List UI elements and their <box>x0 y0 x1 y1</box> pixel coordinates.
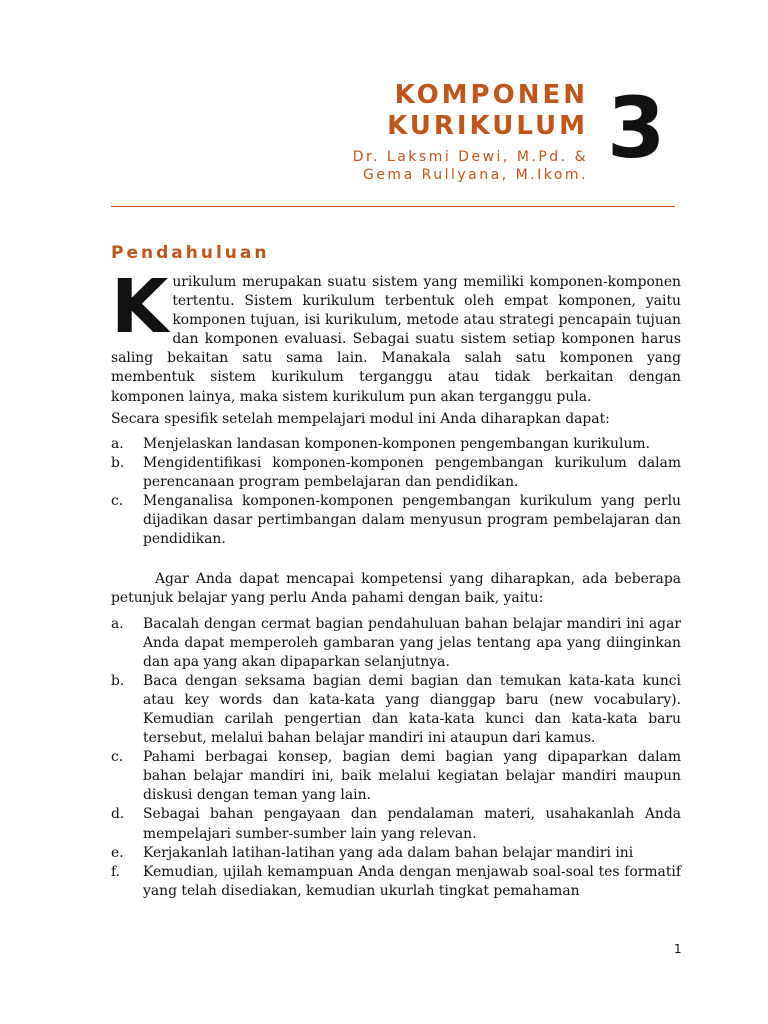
chapter-number: 3 <box>607 79 666 177</box>
tips-intro: Agar Anda dapat mencapai kompetensi yang diharapkan, ada beberapa petunjuk belajar yang perlu Anda pahami dengan baik, yaitu: <box>111 571 681 607</box>
chapter-title-line-1: KOMPONEN <box>394 80 588 110</box>
list-item <box>111 435 681 454</box>
list-item-text: Mengidentifikasi komponen-komponen pengembangan kurikulum dalam perencanaan program pembelajaran dan pendidikan. <box>143 454 681 490</box>
intro-text: urikulum merupakan suatu sistem yang memiliki komponen-komponen tertentu. Sistem kurikulum terbentuk oleh empat komponen, yaitu komponen tujuan, isi kurikulum, metode atau strategi pencapain tujuan dan komponen evaluasi. Sebagai suatu sistem setiap komponen harus saling bekaitan satu sama lain. Manakala salah satu komponen yang membentuk sistem kurikulum terganggu atau tidak berkaitan dengan komponen lainya, maka sistem kurikulum pun akan terganggu pula. <box>111 274 681 405</box>
list-item <box>111 748 681 805</box>
page-number: 1 <box>674 942 682 956</box>
list-marker: e. <box>111 844 124 861</box>
list-marker: d. <box>111 806 125 823</box>
list-item <box>111 844 681 863</box>
list-item <box>111 672 681 748</box>
header-divider <box>111 206 675 207</box>
list-marker: c. <box>111 493 124 510</box>
section-title: Pendahuluan <box>111 243 270 263</box>
list-item-text: Menganalisa komponen-komponen pengembangan kurikulum yang perlu dijadikan dasar pertimbangan dalam menyusun program pembelajaran dan pendidikan. <box>143 493 681 548</box>
list-marker: b. <box>111 454 125 471</box>
chapter-title-line-2: KURIKULUM <box>387 111 588 141</box>
authors-line-2: Gema Rullyana, M.Ikom. <box>362 167 588 183</box>
chapter-authors <box>353 148 588 184</box>
list-item-text: Bacalah dengan cermat bagian pendahuluan bahan belajar mandiri ini agar Anda dapat memperoleh gambaran yang jelas tentang apa yang diinginkan dan apa yang akan dipaparkan selanjutnya. <box>143 615 681 670</box>
list-item <box>111 492 681 549</box>
list-marker: f. <box>111 863 121 880</box>
drop-cap: K <box>111 264 169 350</box>
objectives-list <box>111 435 681 550</box>
objectives-intro: Secara spesifik setelah mempelajari modul ini Anda diharapkan dapat: <box>111 410 610 427</box>
chapter-header <box>0 80 768 190</box>
list-item <box>111 863 681 901</box>
intro-paragraph <box>111 264 681 407</box>
body-content <box>111 264 681 901</box>
list-item-text: Menjelaskan landasan komponen-komponen pengembangan kurikulum. <box>143 435 650 452</box>
list-item <box>111 805 681 843</box>
list-marker: b. <box>111 672 125 689</box>
list-item-text: Sebagai bahan pengayaan dan pendalaman materi, usahakanlah Anda mempelajari sumber-sumber lain yang relevan. <box>143 806 681 842</box>
chapter-title <box>387 80 588 142</box>
list-marker: c. <box>111 749 124 766</box>
list-item-text: Kemudian, ujilah kemampuan Anda dengan menjawab soal-soal tes formatif yang telah disediakan, kemudian ukurlah tingkat pemahaman <box>143 863 681 899</box>
authors-line-1: Dr. Laksmi Dewi, M.Pd. & <box>352 149 588 165</box>
list-item <box>111 454 681 492</box>
tips-list <box>111 615 681 901</box>
list-marker: a. <box>111 615 124 632</box>
list-item <box>111 615 681 672</box>
list-marker: a. <box>111 435 124 452</box>
list-item-text: Pahami berbagai konsep, bagian demi bagian yang dipaparkan dalam bahan belajar mandiri ini, baik melalui kegiatan belajar mandiri maupun diskusi dengan teman yang lain. <box>143 749 681 804</box>
list-item-text: Kerjakanlah latihan-latihan yang ada dalam bahan belajar mandiri ini <box>143 844 634 861</box>
list-item-text: Baca dengan seksama bagian demi bagian dan temukan kata-kata kunci atau key words dan kata-kata yang dianggap baru (new vocabulary). Kemudian carilah pengertian dan kata-kata kunci dan kata-kata baru tersebut, melalui bahan belajar mandiri ini ataupun dari kamus. <box>143 672 681 747</box>
